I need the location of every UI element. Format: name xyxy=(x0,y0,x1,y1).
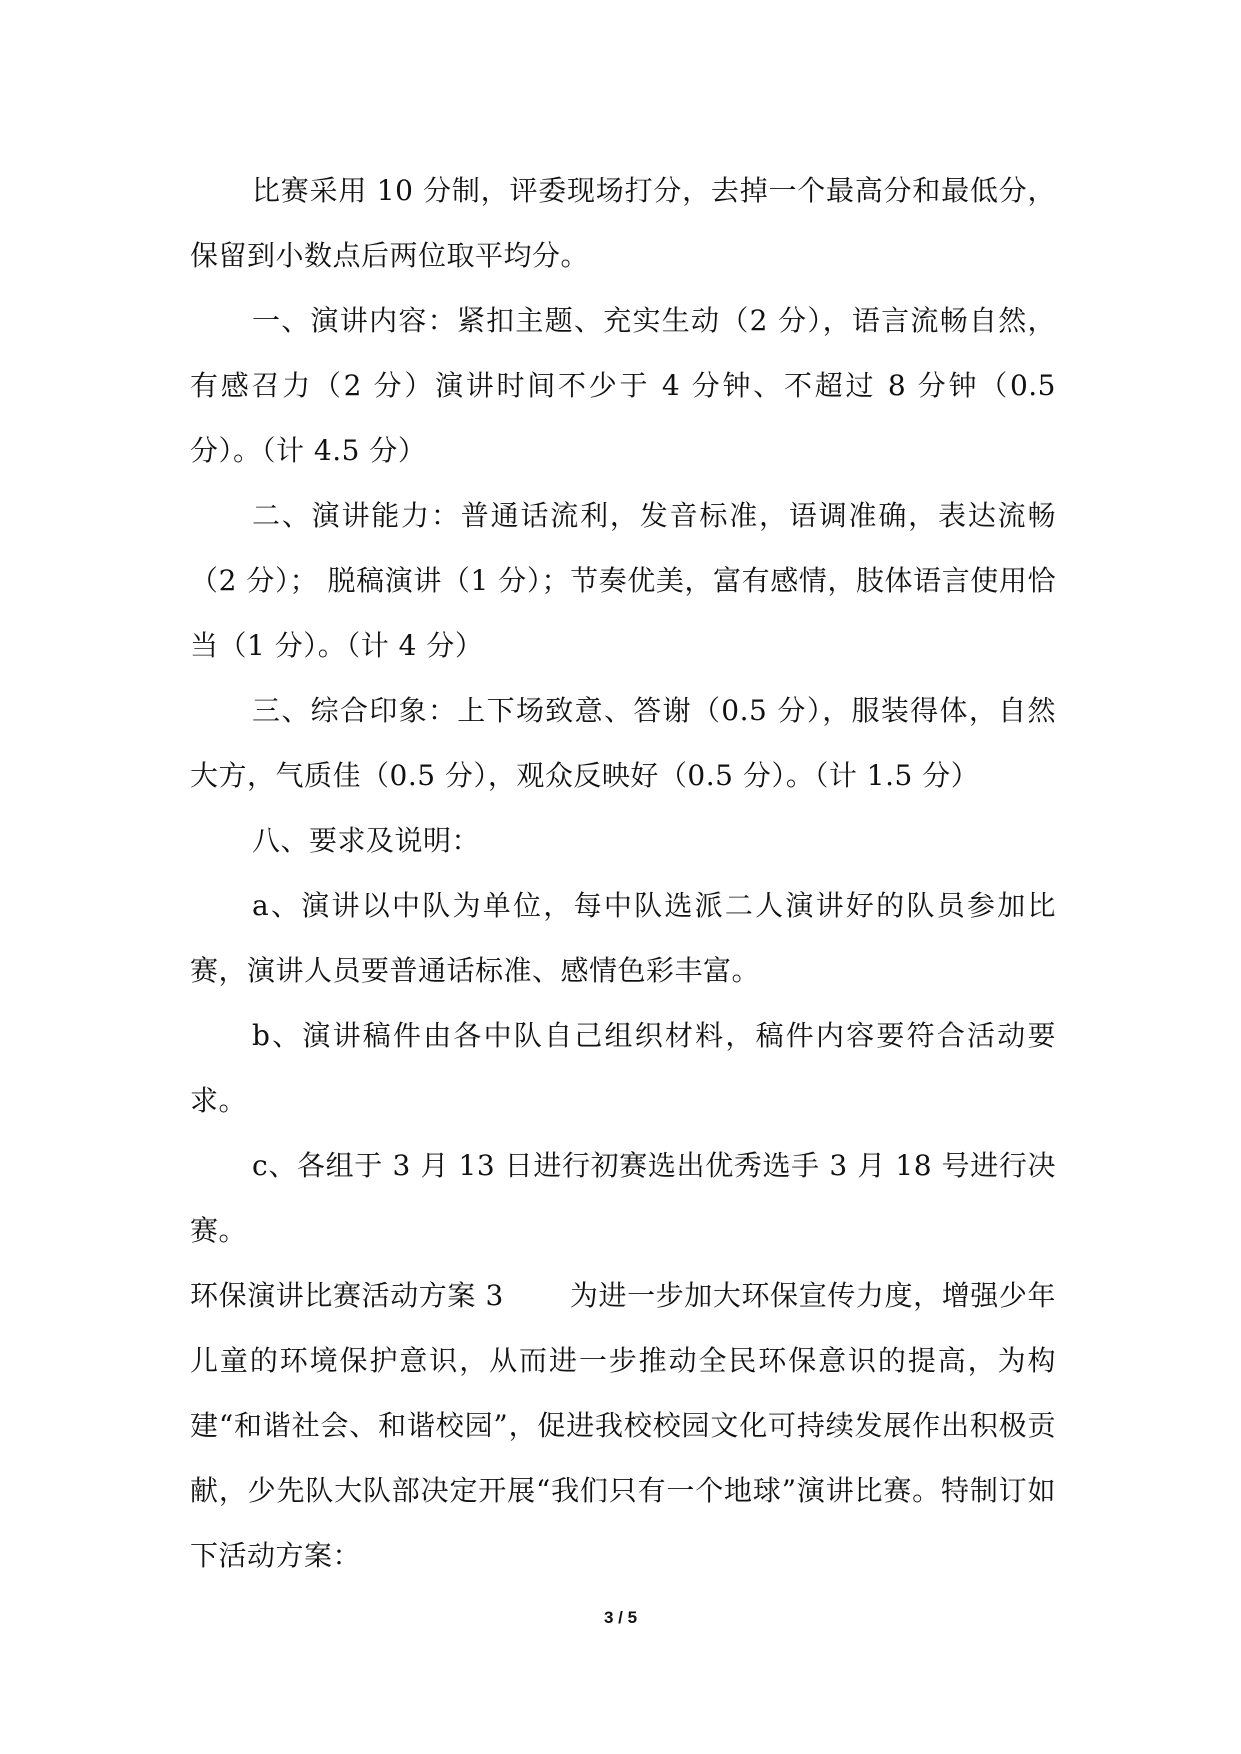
paragraph-requirement-c: c、各组于 3 月 13 日进行初赛选出优秀选手 3 月 18 号进行决赛。 xyxy=(190,1149,1056,1247)
document-body xyxy=(190,158,1056,1588)
paragraph-speech-ability: 二、演讲能力：普通话流利，发音标准，语调准确，表达流畅（2 分）； 脱稿演讲（1 分）；节奏优美，富有感情，肢体语言使用恰当（1 分）。（计 4 分） xyxy=(190,499,1056,662)
paragraph-scoring-system: 比赛采用 10 分制，评委现场打分，去掉一个最高分和最低分，保留到小数点后两位取平均分。 xyxy=(190,174,1056,272)
section-plan-3 xyxy=(190,1263,1056,1588)
paragraph-speech-content: 一、演讲内容：紧扣主题、充实生动（2 分），语言流畅自然，有感召力（2 分）演讲时间不少于 4 分钟、不超过 8 分钟（0.5 分）。（计 4.5 分） xyxy=(190,304,1056,467)
paragraph-requirement-a: a、演讲以中队为单位，每中队选派二人演讲好的队员参加比赛，演讲人员要普通话标准、感情色彩丰富。 xyxy=(190,889,1056,987)
paragraph-requirement-b: b、演讲稿件由各中队自己组织材料，稿件内容要符合活动要求。 xyxy=(190,1019,1056,1117)
page-number: 3 / 5 xyxy=(603,1608,638,1627)
paragraph-requirements-heading: 八、要求及说明： xyxy=(252,824,481,857)
section-heading: 环保演讲比赛活动方案 3 xyxy=(190,1279,504,1312)
paragraph-overall-impression: 三、综合印象：上下场致意、答谢（0.5 分），服装得体，自然大方，气质佳（0.5 分），观众反映好（0.5 分）。（计 1.5 分） xyxy=(190,694,1056,792)
section-intro-text: 为进一步加大环保宣传力度，增强少年儿童的环境保护意识，从而进一步推动全民环保意识的提高，为构建“和谐社会、和谐校园”，促进我校校园文化可持续发展作出积极贡献，少先队大队部决定开展“我们只有一个地球”演讲比赛。特制订如下活动方案： xyxy=(190,1279,1056,1572)
